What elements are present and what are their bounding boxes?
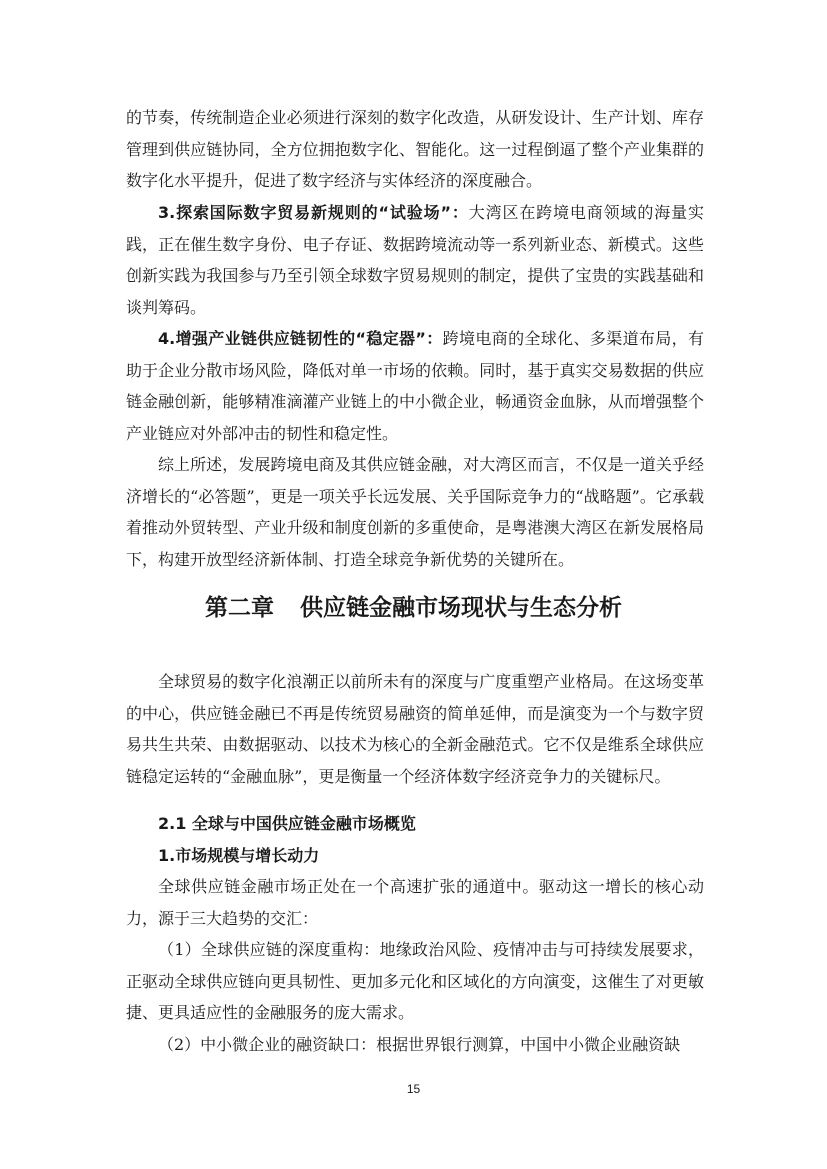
paragraph-text: 跨境电商的全球化、多渠道布局，有助于企业分散市场风险，降低对单一市场的依赖。同时，基于真实交易数据的供应链金融创新，能够精准滴灌产业链上的中小微企业，畅通资金血脉，从而增强整个产业链应对外部冲击的韧性和稳定性。 — [126, 329, 704, 443]
paragraph-item-1 — [126, 934, 704, 1029]
paragraph-lead-heading: 4.增强产业链供应链韧性的“稳定器”： — [158, 329, 443, 348]
paragraph-continued — [126, 102, 704, 197]
paragraph-stabilizer — [126, 323, 704, 449]
section-heading-text: 2.1 全球与中国供应链金融市场概览 — [158, 814, 416, 833]
paragraph-text: 综上所述，发展跨境电商及其供应链金融，对大湾区而言，不仅是一道关乎经济增长的“必答题”，更是一项关乎长远发展、关乎国际竞争力的“战略题”。它承载着推动外贸转型、产业升级和制度创新的多重使命，是粤港澳大湾区在新发展格局下，构建开放型经济新体制、打造全球竞争新优势的关键所在。 — [126, 455, 704, 569]
paragraph-item-2 — [126, 1029, 704, 1061]
paragraph-text: 的节奏，传统制造企业必须进行深刻的数字化改造，从研发设计、生产计划、库存管理到供应链协同，全方位拥抱数字化、智能化。这一过程倒逼了整个产业集群的数字化水平提升，促进了数字经济与实体经济的深度融合。 — [126, 108, 704, 190]
paragraph-lead-heading: 3.探索国际数字贸易新规则的“试验场”： — [158, 203, 469, 222]
paragraph-intro — [126, 666, 704, 792]
chapter-title — [0, 588, 827, 628]
page-number: 15 — [406, 1082, 421, 1096]
paragraph-text: （1）全球供应链的深度重构：地缘政治风险、疫情冲击与可持续发展要求，正驱动全球供应链向更具韧性、更加多元化和区域化的方向演变，这催生了对更敏捷、更具适应性的金融服务的庞大需求。 — [126, 940, 704, 1022]
chapter-number: 第二章 — [205, 595, 274, 621]
paragraph-trial-field — [126, 197, 704, 323]
paragraph-text: 全球供应链金融市场正处在一个高速扩张的通道中。驱动这一增长的核心动力，源于三大趋势的交汇： — [126, 877, 704, 928]
chapter-title-text: 供应链金融市场现状与生态分析 — [300, 595, 622, 621]
paragraph-text: （2）中小微企业的融资缺口：根据世界银行测算，中国中小微企业融资缺 — [158, 1035, 681, 1054]
subsection-heading-text: 1.市场规模与增长动力 — [158, 846, 320, 865]
paragraph-text: 大湾区在跨境电商领域的海量实践，正在催生数字身份、电子存证、数据跨境流动等一系列新业态、新模式。这些创新实践为我国参与乃至引领全球数字贸易规则的制定，提供了宝贵的实践基础和谈判筹码。 — [126, 203, 704, 317]
section-heading — [126, 808, 704, 840]
paragraph-text: 全球贸易的数字化浪潮正以前所未有的深度与广度重塑产业格局。在这场变革的中心，供应链金融已不再是传统贸易融资的简单延伸，而是演变为一个与数字贸易共生共荣、由数据驱动、以技术为核心的全新金融范式。它不仅是维系全球供应链稳定运转的“金融血脉”，更是衡量一个经济体数字经济竞争力的关键标尺。 — [126, 672, 704, 786]
paragraph-summary — [126, 449, 704, 575]
subsection-heading — [126, 840, 704, 872]
paragraph-growth — [126, 871, 704, 934]
